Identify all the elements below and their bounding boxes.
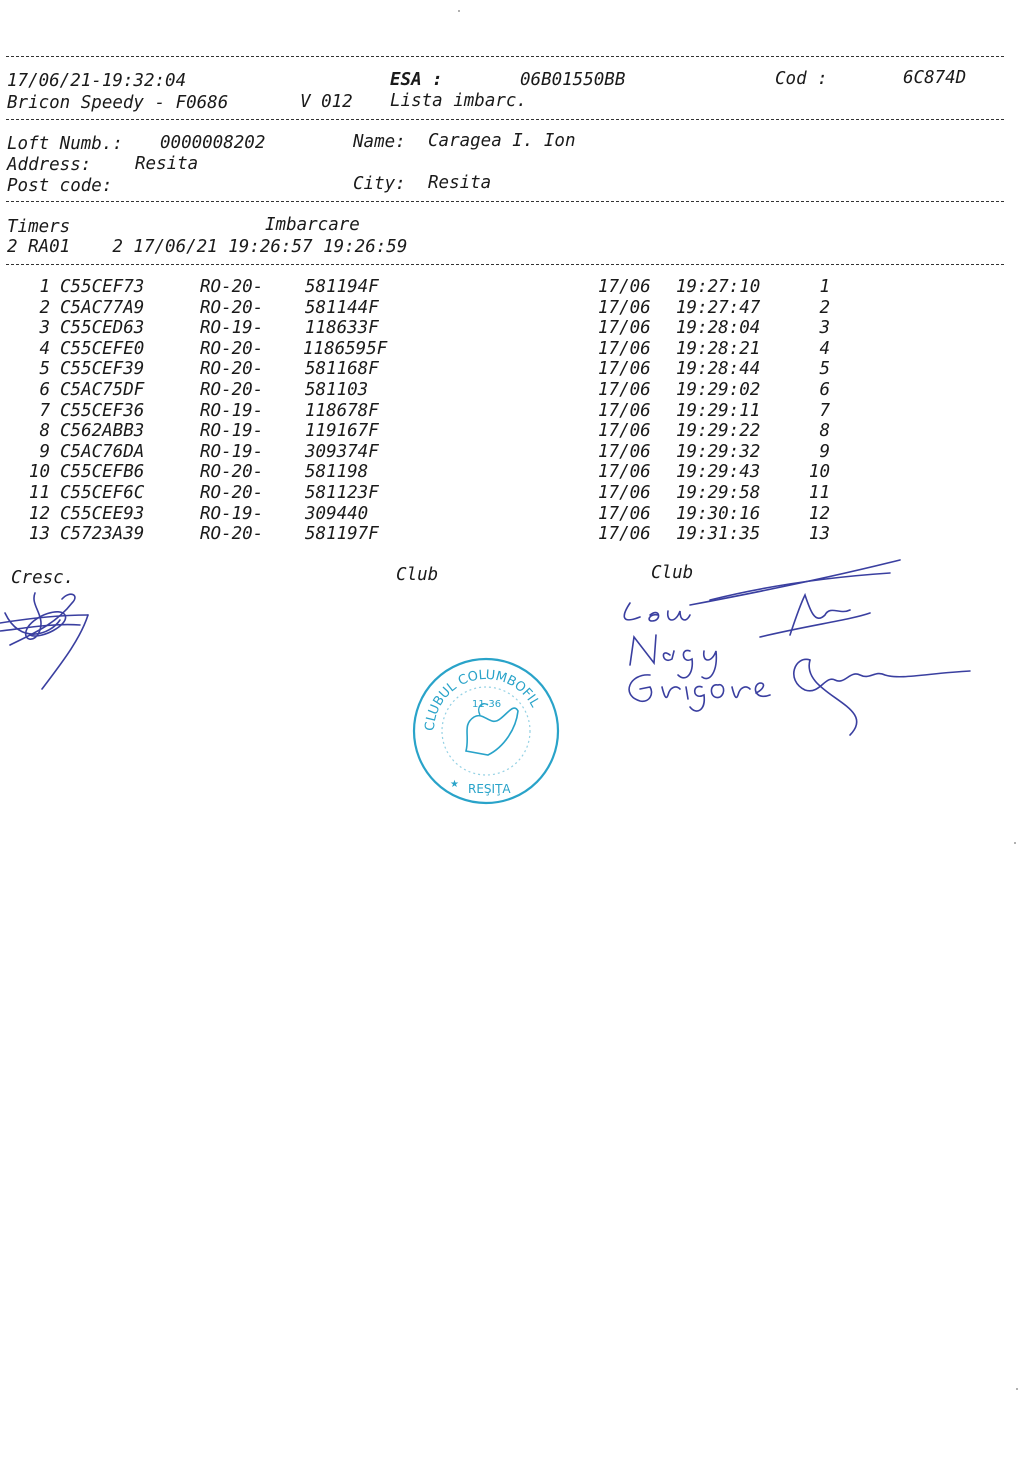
separator-timers [6, 264, 1004, 265]
arrival-place: 2 [819, 297, 830, 318]
scan-speck [1014, 842, 1016, 844]
chip-id: C5723A39 [60, 524, 145, 545]
stamp-city: REŞIŢA [468, 782, 511, 796]
chip-id: C55CEFE0 [60, 338, 145, 359]
ring-number: 118678F [305, 400, 379, 421]
arrival-time: 19:31:35 [676, 524, 761, 545]
ring-prefix: RO-20- [200, 462, 264, 483]
chip-id: C5AC77A9 [60, 297, 145, 318]
club-signatures [610, 555, 980, 745]
firmware-version: V 012 [300, 92, 353, 112]
arrival-date: 17/06 [598, 297, 651, 318]
esa-label: ESA : [390, 70, 443, 90]
ring-prefix: RO-19- [200, 441, 264, 462]
row-index: 8 [39, 421, 50, 442]
ring-number: 581103 [305, 380, 369, 400]
separator-loft [6, 201, 1004, 202]
ring-number: 581144F [305, 297, 379, 318]
city-label: City: [353, 174, 406, 194]
arrival-place: 7 [819, 400, 830, 421]
cod-value: 6C874D [903, 68, 967, 88]
ring-number: 119167F [305, 421, 379, 442]
ring-number: 581198 [305, 462, 369, 483]
arrival-date: 17/06 [598, 277, 651, 297]
arrival-place: 6 [819, 380, 830, 400]
address-value: Resita [135, 154, 199, 174]
ring-number: 581194F [305, 277, 379, 297]
arrival-place: 12 [808, 503, 830, 524]
table-row [0, 462, 1024, 482]
ring-prefix: RO-20- [200, 277, 264, 297]
stamp-top-text: CLUBUL COLUMBOFIL [422, 667, 543, 732]
timers-label: Timers [7, 217, 71, 237]
ring-number: 118633F [305, 318, 379, 339]
arrival-date: 17/06 [598, 359, 651, 380]
arrival-time: 19:29:43 [676, 462, 761, 483]
arrival-place: 9 [819, 441, 830, 462]
arrival-time: 19:30:16 [676, 503, 761, 524]
club-label-2: Club [651, 563, 694, 583]
city-value: Resita [428, 173, 492, 193]
ring-prefix: RO-20- [200, 524, 264, 545]
table-row [0, 401, 1024, 421]
arrival-time: 19:29:02 [676, 380, 761, 400]
esa-value: 06B01550BB [520, 70, 626, 90]
table-row [0, 380, 1024, 400]
ring-number: 1186595F [303, 338, 388, 359]
chip-id: C55CEF39 [60, 359, 145, 380]
ring-number: 581123F [305, 483, 379, 503]
arrival-time: 19:27:47 [676, 297, 761, 318]
stamp-code: 11-36 [472, 699, 502, 710]
arrival-place: 10 [808, 462, 830, 483]
stamp-star-icon: ★ [450, 779, 459, 790]
arrival-date: 17/06 [598, 338, 651, 359]
ring-prefix: RO-20- [200, 297, 264, 318]
ring-prefix: RO-19- [200, 503, 264, 524]
ring-number: 581168F [305, 359, 379, 380]
ring-prefix: RO-20- [200, 380, 264, 400]
row-index: 13 [28, 524, 50, 545]
separator-header [6, 119, 1004, 120]
club-label-1: Club [396, 565, 439, 585]
chip-id: C55CEF73 [60, 277, 145, 297]
row-index: 7 [39, 400, 50, 421]
loft-number-value: 0000008202 [160, 133, 266, 153]
arrival-date: 17/06 [598, 400, 651, 421]
arrival-place: 11 [808, 483, 830, 503]
ring-number: 309440 [305, 503, 369, 524]
arrival-date: 17/06 [598, 441, 651, 462]
arrival-time: 19:28:21 [676, 338, 761, 359]
arrival-date: 17/06 [598, 524, 651, 545]
scan-speck [1016, 1388, 1018, 1390]
chip-id: C55CED63 [60, 318, 145, 339]
ring-prefix: RO-20- [200, 338, 264, 359]
club-stamp [410, 655, 562, 807]
arrival-place: 1 [819, 277, 830, 297]
chip-id: C55CEF6C [60, 483, 145, 503]
cresc-label: Cresc. [11, 568, 75, 588]
table-row [0, 277, 1024, 297]
table-row [0, 298, 1024, 318]
scan-speck [458, 10, 460, 12]
row-index: 4 [39, 338, 50, 359]
table-row [0, 421, 1024, 441]
chip-id: C5AC75DF [60, 380, 145, 400]
table-row [0, 504, 1024, 524]
table-row [0, 524, 1024, 544]
arrival-time: 19:29:11 [676, 400, 761, 421]
arrival-place: 13 [808, 524, 830, 545]
arrival-time: 19:28:04 [676, 318, 761, 339]
ring-prefix: RO-19- [200, 400, 264, 421]
row-index: 1 [39, 277, 50, 297]
arrival-time: 19:29:32 [676, 441, 761, 462]
fancier-name-label: Name: [353, 132, 406, 152]
table-row [0, 339, 1024, 359]
ring-prefix: RO-19- [200, 421, 264, 442]
device-name: Bricon Speedy - F0686 [7, 93, 229, 113]
fancier-signature [0, 585, 110, 695]
row-index: 12 [28, 503, 50, 524]
arrival-date: 17/06 [598, 483, 651, 503]
fancier-name-value: Caragea I. Ion [428, 131, 576, 151]
address-label: Address: [7, 155, 92, 175]
row-index: 5 [39, 359, 50, 380]
arrival-time: 19:28:44 [676, 359, 761, 380]
arrival-date: 17/06 [598, 318, 651, 339]
row-index: 2 [39, 297, 50, 318]
chip-id: C55CEFB6 [60, 462, 145, 483]
chip-id: C562ABB3 [60, 421, 145, 442]
postcode-label: Post code: [7, 176, 113, 196]
separator-top [6, 56, 1004, 57]
ring-prefix: RO-20- [200, 483, 264, 503]
ring-number: 309374F [305, 441, 379, 462]
table-row [0, 442, 1024, 462]
timer-line: 2 RA01 2 17/06/21 19:26:57 19:26:59 [7, 237, 408, 257]
arrival-place: 4 [819, 338, 830, 359]
arrival-place: 5 [819, 359, 830, 380]
arrival-date: 17/06 [598, 462, 651, 483]
print-datetime: 17/06/21-19:32:04 [7, 71, 187, 91]
ring-prefix: RO-19- [200, 318, 264, 339]
arrival-date: 17/06 [598, 421, 651, 442]
table-row [0, 359, 1024, 379]
row-index: 10 [28, 462, 50, 483]
row-index: 6 [39, 380, 50, 400]
row-index: 3 [39, 318, 50, 339]
arrival-time: 19:29:22 [676, 421, 761, 442]
row-index: 11 [28, 483, 50, 503]
arrival-date: 17/06 [598, 380, 651, 400]
chip-id: C55CEF36 [60, 400, 145, 421]
imbarcare-label: Imbarcare [265, 215, 360, 235]
ring-prefix: RO-20- [200, 359, 264, 380]
chip-id: C55CEE93 [60, 503, 145, 524]
table-row [0, 483, 1024, 503]
ring-number: 581197F [305, 524, 379, 545]
arrival-place: 3 [819, 318, 830, 339]
cod-label: Cod : [775, 69, 828, 89]
arrival-place: 8 [819, 421, 830, 442]
arrival-time: 19:29:58 [676, 483, 761, 503]
chip-id: C5AC76DA [60, 441, 145, 462]
table-row [0, 318, 1024, 338]
arrival-time: 19:27:10 [676, 277, 761, 297]
row-index: 9 [39, 441, 50, 462]
arrival-date: 17/06 [598, 503, 651, 524]
loft-number-label: Loft Numb.: [7, 134, 123, 154]
list-title: Lista imbarc. [390, 91, 527, 111]
